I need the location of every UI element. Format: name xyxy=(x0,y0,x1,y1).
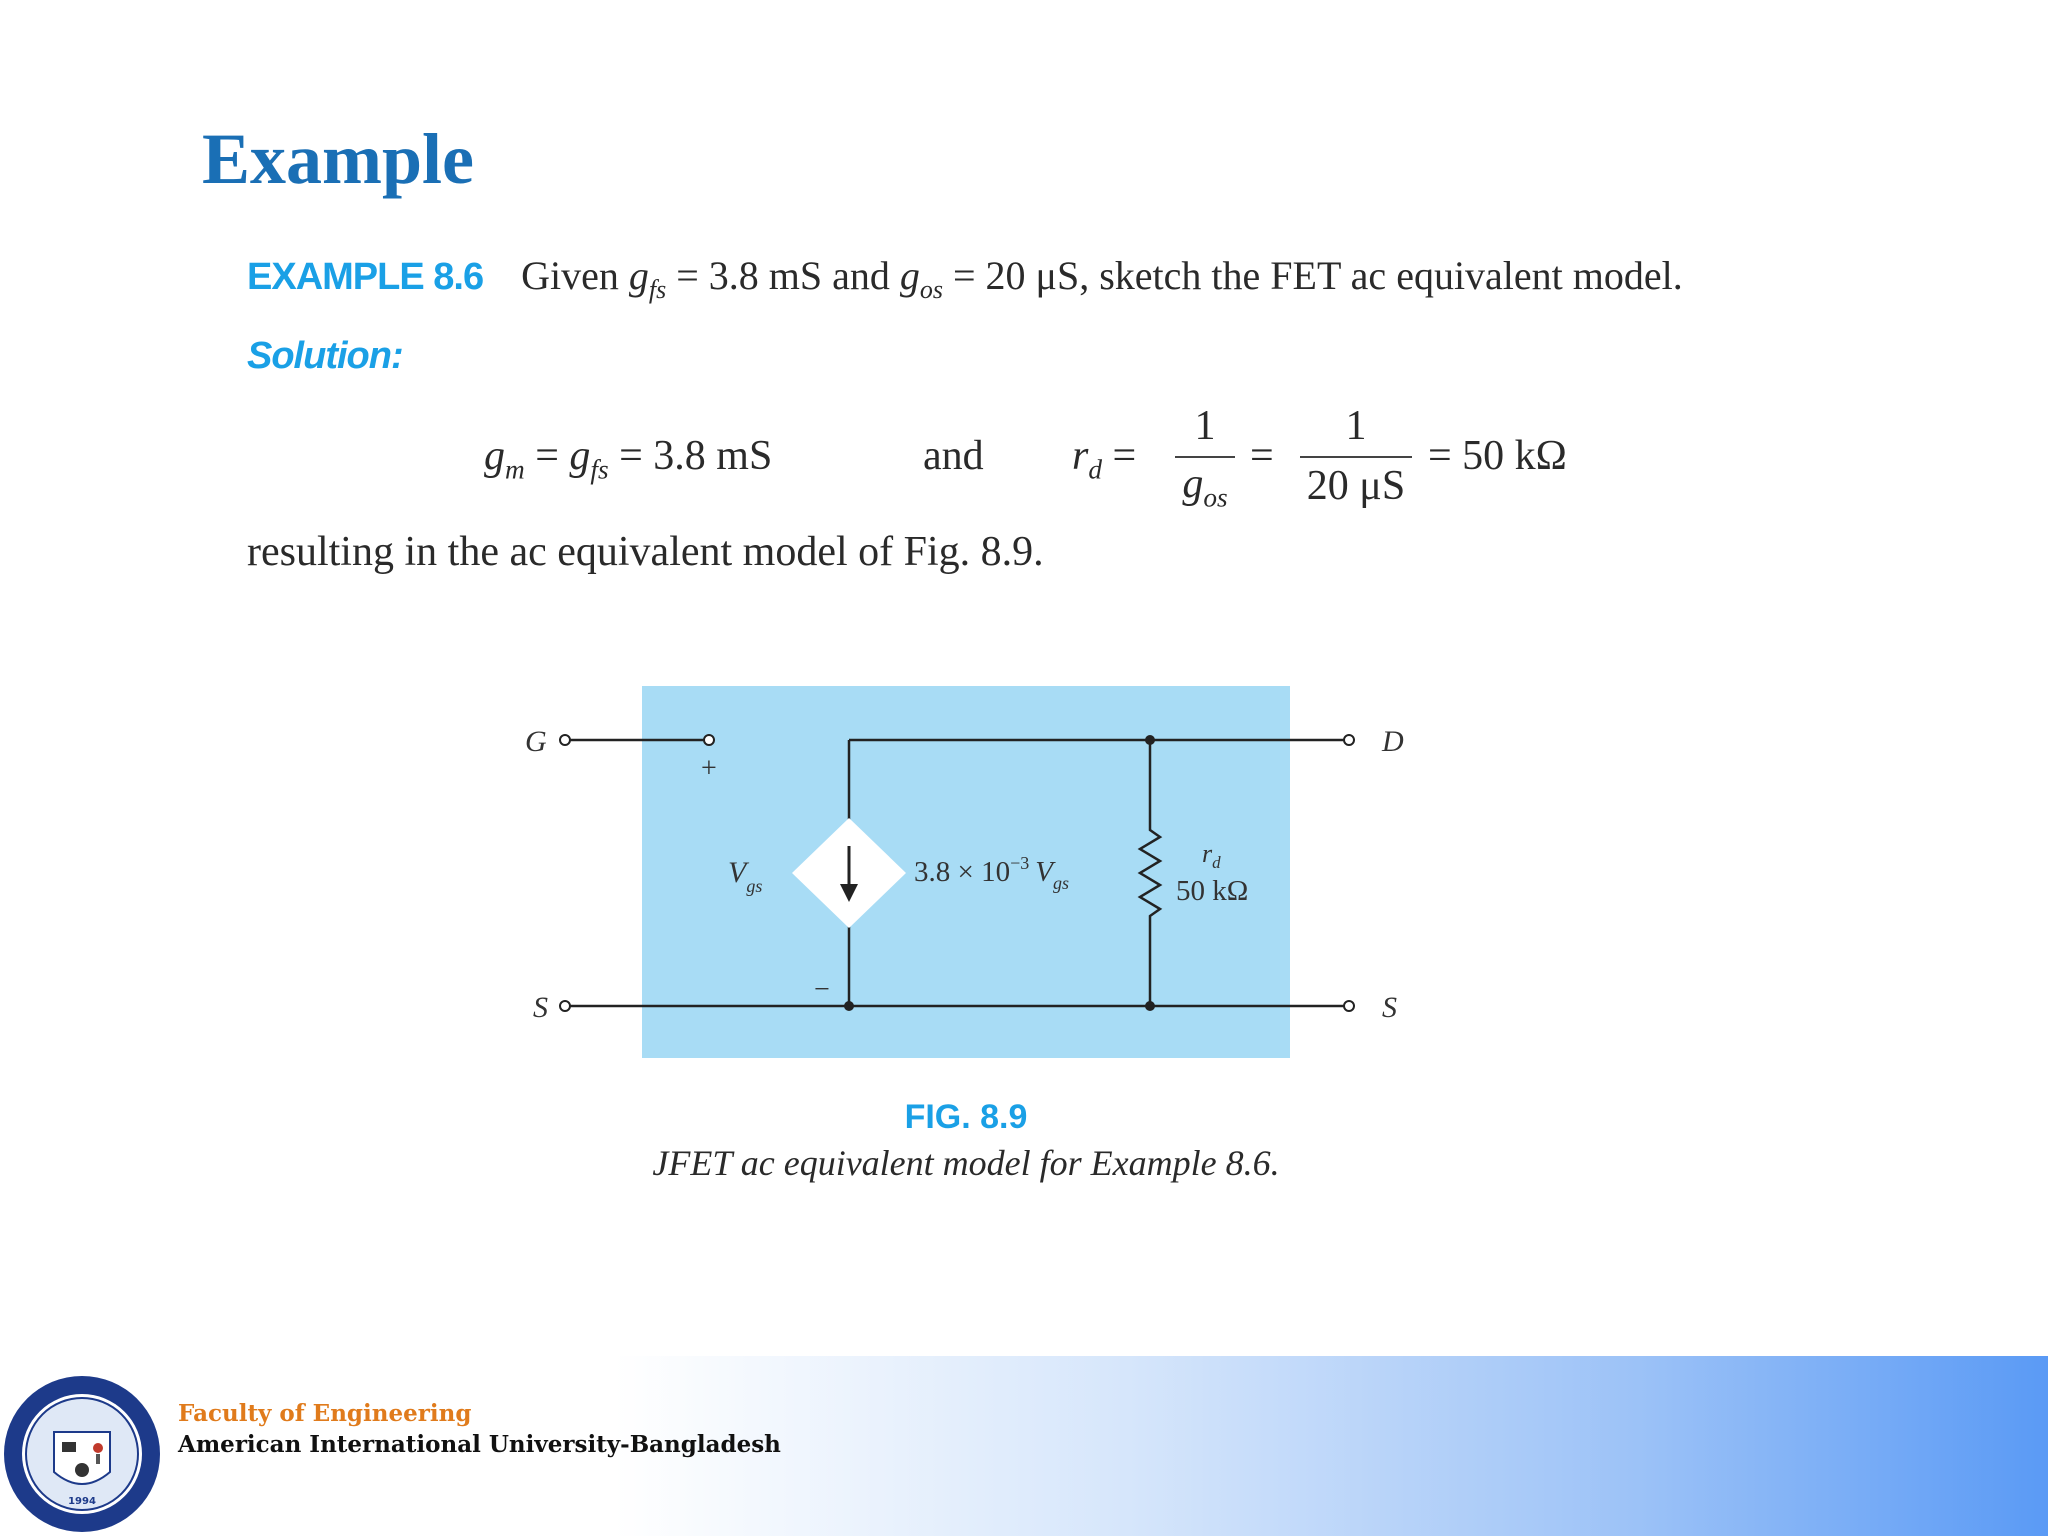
fraction-1-numerator: 1 xyxy=(1194,403,1216,449)
fraction-2-numerator: 1 xyxy=(1345,403,1367,449)
slide-title: Example xyxy=(202,119,475,199)
figure-caption: JFET ac equivalent model for Example 8.6. xyxy=(652,1143,1280,1183)
plus-sign: + xyxy=(701,753,717,784)
fraction-2-bar xyxy=(1300,456,1412,458)
example-label: EXAMPLE 8.6 xyxy=(247,256,484,298)
fraction-1-denominator: $g_{os}$ xyxy=(1182,461,1228,513)
gfs-sub: fs xyxy=(648,275,667,304)
given-prefix: Given xyxy=(521,253,619,298)
and-word: and xyxy=(923,433,984,479)
terminal-s-left-label: S xyxy=(533,991,548,1024)
rd-result: = 50 kΩ xyxy=(1428,433,1567,479)
jfet-ac-equivalent-circuit xyxy=(500,660,1460,1080)
vgs-plus-terminal xyxy=(704,735,714,745)
equals-sign-2: = xyxy=(1250,433,1274,479)
footer-university: American International University-Bangladesh xyxy=(178,1431,781,1458)
svg-text:1994: 1994 xyxy=(68,1496,96,1507)
terminal-g-label: G xyxy=(525,725,547,758)
source-terminal-right xyxy=(1344,1001,1354,1011)
footer-faculty: Faculty of Engineering xyxy=(178,1400,472,1427)
rd-symbol: $r_d$ = xyxy=(1072,433,1137,485)
source-value-label: $3.8 \times 10^{-3}$ $V_{gs}$ xyxy=(914,853,1069,893)
fraction-1-bar xyxy=(1175,456,1235,458)
source-terminal-left xyxy=(560,1001,570,1011)
vgs-label: $V_{gs}$ xyxy=(728,856,763,896)
university-logo xyxy=(2,1374,162,1534)
given-eq2: = 20 μS, sketch the FET ac equivalent model. xyxy=(952,253,1683,298)
gfs-symbol: g xyxy=(628,253,649,298)
terminal-s-right-label: S xyxy=(1382,991,1397,1024)
fraction-2-denominator: 20 μS xyxy=(1306,463,1406,509)
gate-terminal xyxy=(560,735,570,745)
example-statement xyxy=(247,252,1683,305)
resulting-text: resulting in the ac equivalent model of Fig. 8.9. xyxy=(247,529,1044,575)
gos-sub: os xyxy=(919,275,943,304)
gos-symbol: g xyxy=(899,253,920,298)
drain-terminal xyxy=(1344,735,1354,745)
terminal-d-label: D xyxy=(1382,725,1404,758)
given-eq1: = 3.8 mS and xyxy=(676,253,890,298)
rd-value-label: 50 kΩ xyxy=(1176,875,1249,907)
figure-number: FIG. 8.9 xyxy=(904,1098,1028,1136)
gm-equation: $g_m = g_{fs} = 3.8$ mS xyxy=(484,433,773,485)
solution-label: Solution: xyxy=(247,335,403,377)
minus-sign: − xyxy=(814,974,830,1005)
rd-label: $r_d$ xyxy=(1202,839,1221,872)
